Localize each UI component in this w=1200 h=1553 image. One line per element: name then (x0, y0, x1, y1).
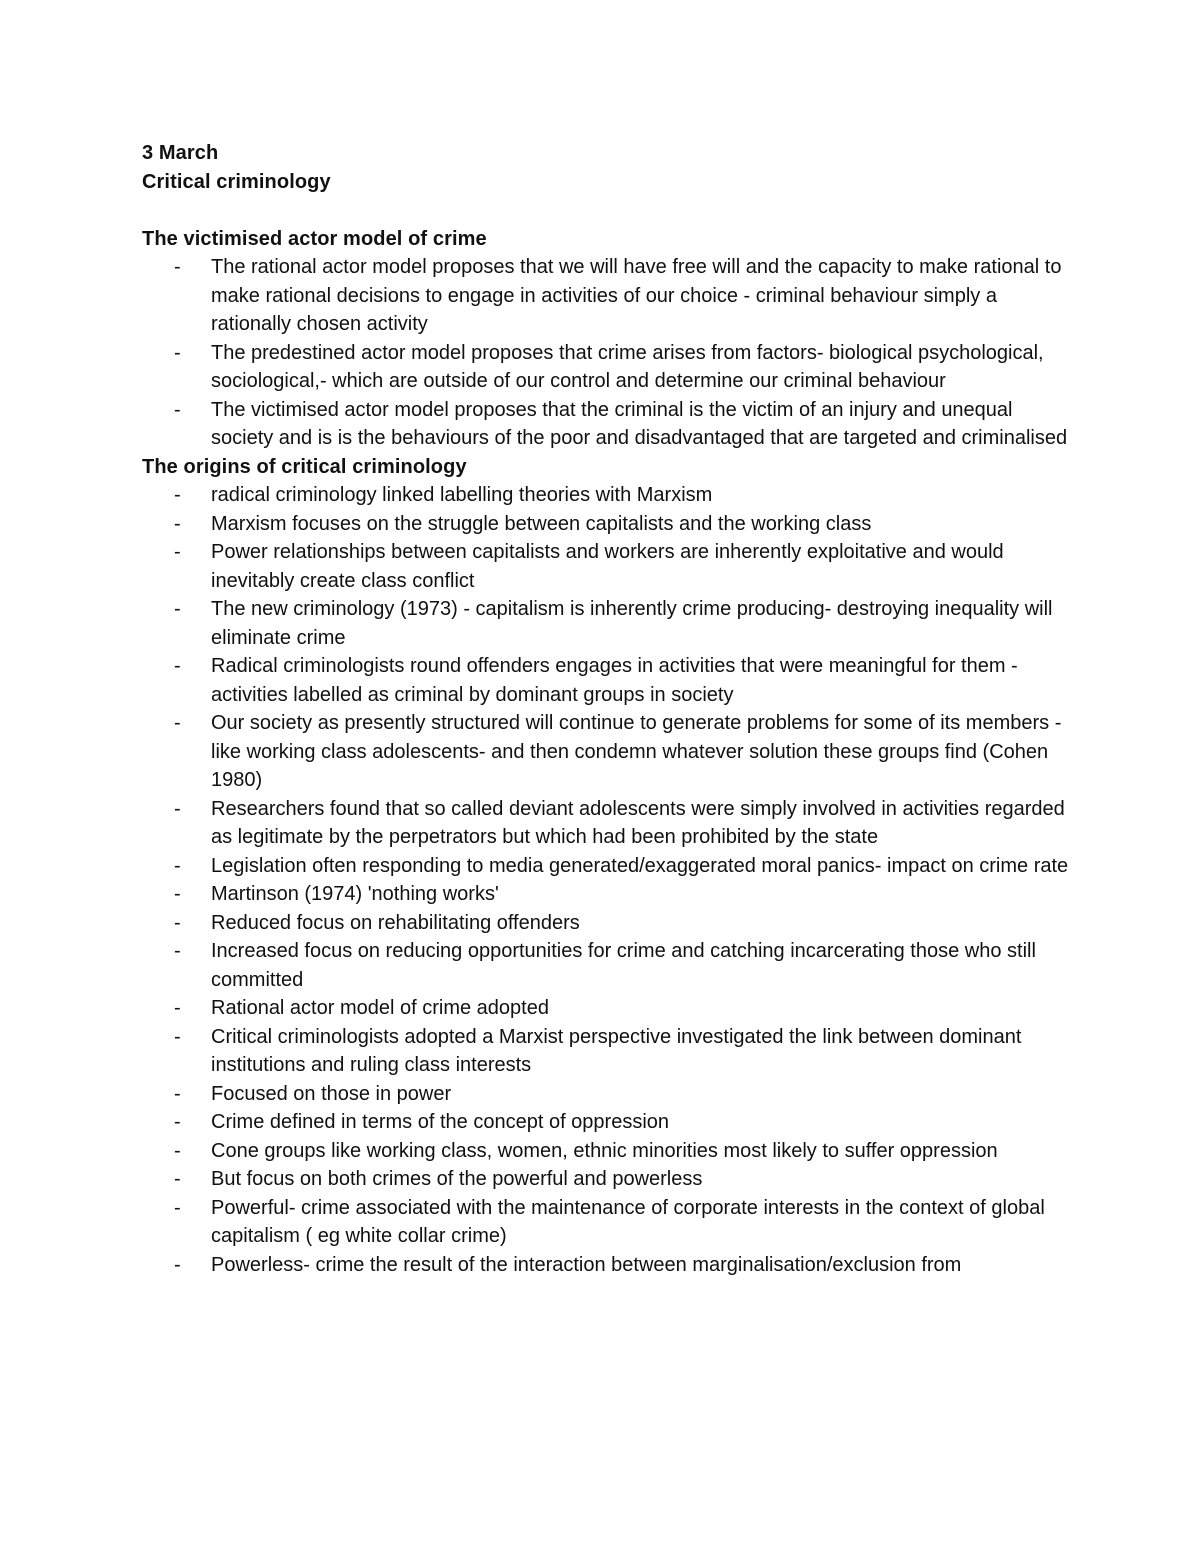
list-item-text: Rational actor model of crime adopted (211, 997, 549, 1019)
list-item (142, 253, 1072, 339)
dash-bullet: - (174, 1168, 181, 1190)
section-heading-victimised-actor: The victimised actor model of crime (142, 227, 487, 250)
list-item (142, 795, 1072, 852)
list-item (142, 1137, 1072, 1166)
list-item (142, 652, 1072, 709)
list-item (142, 909, 1072, 938)
list-item (142, 1108, 1072, 1137)
list-item-text: Martinson (1974) 'nothing works' (211, 883, 499, 905)
list-item-text: Power relationships between capitalists and workers are inherently exploitative and would inevitably create class conflict (211, 541, 1004, 592)
dash-bullet: - (174, 341, 181, 364)
dash-bullet: - (174, 797, 181, 820)
dash-bullet: - (174, 883, 181, 905)
dash-bullet: - (174, 997, 181, 1019)
dash-bullet: - (174, 1111, 181, 1133)
blank-line (142, 196, 1072, 225)
list-item (142, 1023, 1072, 1080)
list-item-text: radical criminology linked labelling theories with Marxism (211, 484, 713, 506)
list-item-text: The rational actor model proposes that we will have free will and the capacity to make rational to make rational decisions to engage in activities of our choice - criminal behaviour simply a rationally chosen activity (211, 256, 1062, 335)
list-item-text: Marxism focuses on the struggle between capitalists and the working class (211, 512, 872, 535)
dash-bullet: - (174, 1253, 181, 1276)
dash-bullet: - (174, 1025, 181, 1048)
list-item-text: The predestined actor model proposes that crime arises from factors- biological psychological, sociological,- which are outside of our control and determine our criminal behaviour (211, 341, 1044, 392)
list-item (142, 339, 1072, 396)
list-item-text: Researchers found that so called deviant adolescents were simply involved in activities regarded as legitimate by the perpetrators but which had been prohibited by the state (211, 797, 1065, 848)
list-item-text: Legislation often responding to media generated/exaggerated moral panics- impact on crime rate (211, 854, 1069, 877)
bullet-list-victimised-actor (142, 253, 1072, 453)
dash-bullet: - (174, 854, 181, 877)
list-item-text: Focused on those in power (211, 1082, 452, 1105)
list-item-text: Increased focus on reducing opportunities for crime and catching incarcerating those who still committed (211, 940, 1036, 991)
dash-bullet: - (174, 1139, 181, 1162)
list-item-text: Reduced focus on rehabilitating offenders (211, 911, 580, 934)
dash-bullet: - (174, 256, 181, 278)
list-item (142, 1251, 1072, 1280)
dash-bullet: - (174, 512, 181, 535)
dash-bullet: - (174, 911, 181, 934)
list-item (142, 510, 1072, 539)
list-item (142, 1165, 1072, 1194)
list-item-text: Powerless- crime the result of the interaction between marginalisation/exclusion from (211, 1253, 962, 1276)
date-heading: 3 March (142, 142, 219, 164)
list-item (142, 880, 1072, 909)
list-item-text: The victimised actor model proposes that the criminal is the victim of an injury and unequal society and is is the behaviours of the poor and disadvantaged that are targeted and criminalised (211, 398, 1068, 449)
list-item (142, 481, 1072, 510)
list-item-text: Cone groups like working class, women, ethnic minorities most likely to suffer oppression (211, 1139, 998, 1162)
section-heading-origins: The origins of critical criminology (142, 455, 467, 478)
list-item (142, 396, 1072, 453)
list-item (142, 852, 1072, 881)
list-item-text: The new criminology (1973) - capitalism is inherently crime producing- destroying inequality will eliminate crime (211, 598, 1053, 649)
dash-bullet: - (174, 398, 181, 421)
list-item-text: Critical criminologists adopted a Marxist perspective investigated the link between dominant institutions and ruling class interests (211, 1025, 1022, 1076)
dash-bullet: - (174, 940, 181, 962)
dash-bullet: - (174, 1196, 181, 1219)
list-item (142, 1080, 1072, 1109)
dash-bullet: - (174, 1082, 181, 1105)
document-page (142, 139, 1072, 1279)
page-title: Critical criminology (142, 170, 331, 193)
bullet-list-origins (142, 481, 1072, 1279)
list-item (142, 994, 1072, 1023)
list-item-text: But focus on both crimes of the powerful and powerless (211, 1168, 703, 1190)
dash-bullet: - (174, 655, 181, 677)
dash-bullet: - (174, 598, 181, 620)
list-item (142, 709, 1072, 795)
list-item (142, 538, 1072, 595)
list-item-text: Powerful- crime associated with the maintenance of corporate interests in the context of global capitalism ( eg white collar crime) (211, 1196, 1045, 1247)
list-item (142, 937, 1072, 994)
list-item-text: Our society as presently structured will continue to generate problems for some of its members - like working class adolescents- and then condemn whatever solution these groups find (Cohen 1980) (211, 712, 1062, 791)
dash-bullet: - (174, 541, 181, 563)
list-item (142, 595, 1072, 652)
list-item (142, 1194, 1072, 1251)
list-item-text: Radical criminologists round offenders engages in activities that were meaningful for them - activities labelled as criminal by dominant groups in society (211, 655, 1018, 706)
dash-bullet: - (174, 712, 181, 734)
list-item-text: Crime defined in terms of the concept of oppression (211, 1111, 670, 1133)
dash-bullet: - (174, 484, 181, 506)
